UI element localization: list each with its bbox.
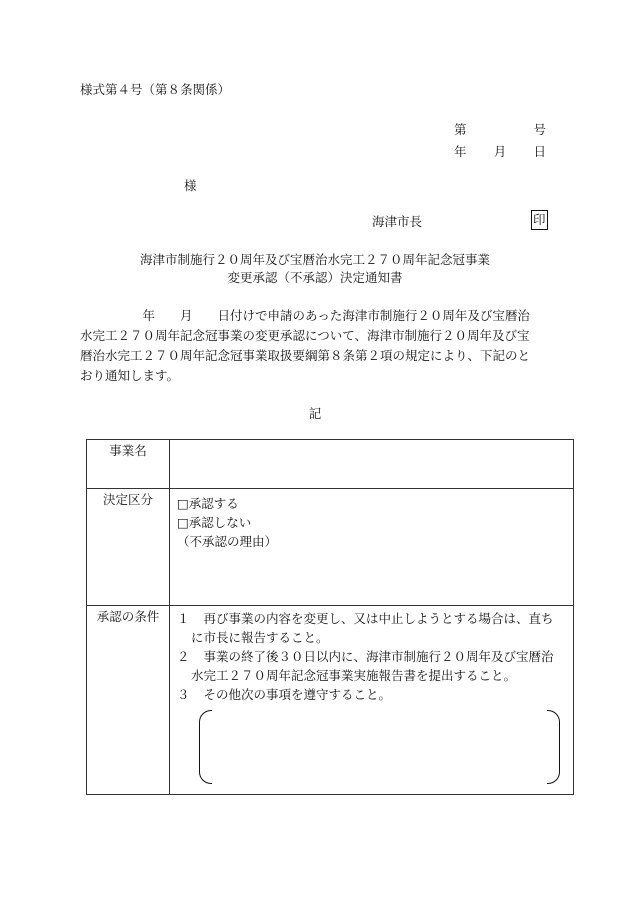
condition-item — [177, 685, 566, 704]
seal-mark: 印 — [531, 210, 548, 230]
conditions-label: 承認の条件 — [87, 606, 170, 795]
decision-table — [86, 439, 574, 795]
table-row — [87, 606, 574, 795]
doc-number-suffix: 号 — [533, 122, 546, 137]
project-name-label: 事業名 — [87, 440, 170, 489]
project-name-value[interactable] — [170, 440, 574, 489]
body-line: 水完工２７０周年記念冠事業の変更承認について、海津市制施行２０周年及び宝 — [80, 328, 530, 343]
right-bracket — [547, 710, 560, 784]
condition-number: ３ — [177, 687, 190, 702]
title-line-2: 変更承認（不承認）決定通知書 — [227, 270, 403, 285]
approve-checkbox[interactable]: □承認する — [177, 496, 239, 511]
left-bracket — [199, 710, 212, 784]
date-year: 年 — [454, 144, 467, 159]
document-number — [454, 120, 546, 142]
document-date — [454, 142, 546, 160]
body-line: 年 月 日付けで申請のあった海津市制施行２０周年及び宝暦治 — [80, 308, 530, 323]
conditions-bracket-area[interactable] — [199, 710, 560, 786]
sender-name: 海津市長 — [372, 214, 423, 229]
decision-cell — [170, 489, 574, 606]
reject-checkbox[interactable]: □承認しない — [177, 515, 252, 530]
condition-text: 事業の終了後３０日以内に、海津市制施行２０周年及び宝暦治 — [191, 649, 554, 664]
condition-text: に市長に報告すること。 — [191, 630, 329, 645]
condition-text: 再び事業の内容を変更し、又は中止しようとする場合は、直ち — [191, 611, 554, 626]
decision-label: 決定区分 — [87, 489, 170, 606]
conditions-cell — [170, 606, 574, 795]
recipient-suffix: 様 — [184, 178, 197, 193]
condition-number: ２ — [177, 649, 190, 664]
table-row — [87, 440, 574, 489]
body-line: おり通知します。 — [80, 368, 180, 383]
table-row — [87, 489, 574, 606]
doc-number-prefix: 第 — [454, 122, 467, 137]
condition-number: １ — [177, 611, 190, 626]
date-day: 日 — [533, 144, 546, 159]
condition-item — [177, 647, 566, 685]
form-number: 様式第４号（第８条関係） — [80, 82, 231, 97]
title-line-1: 海津市制施行２０周年及び宝暦治水完工２７０周年記念冠事業 — [139, 252, 490, 267]
condition-text: 水完工２７０周年記念冠事業実施報告書を提出すること。 — [191, 668, 517, 683]
body-paragraph — [80, 306, 560, 386]
condition-item — [177, 609, 566, 647]
reject-reason-label: （不承認の理由） — [177, 534, 278, 549]
body-line: 暦治水完工２７０周年記念冠事業取扱要綱第８条第２項の規定により、下記のと — [80, 348, 531, 363]
date-month: 月 — [493, 144, 507, 159]
condition-text: その他次の事項を遵守すること。 — [191, 687, 392, 702]
ki-heading: 記 — [308, 406, 322, 421]
